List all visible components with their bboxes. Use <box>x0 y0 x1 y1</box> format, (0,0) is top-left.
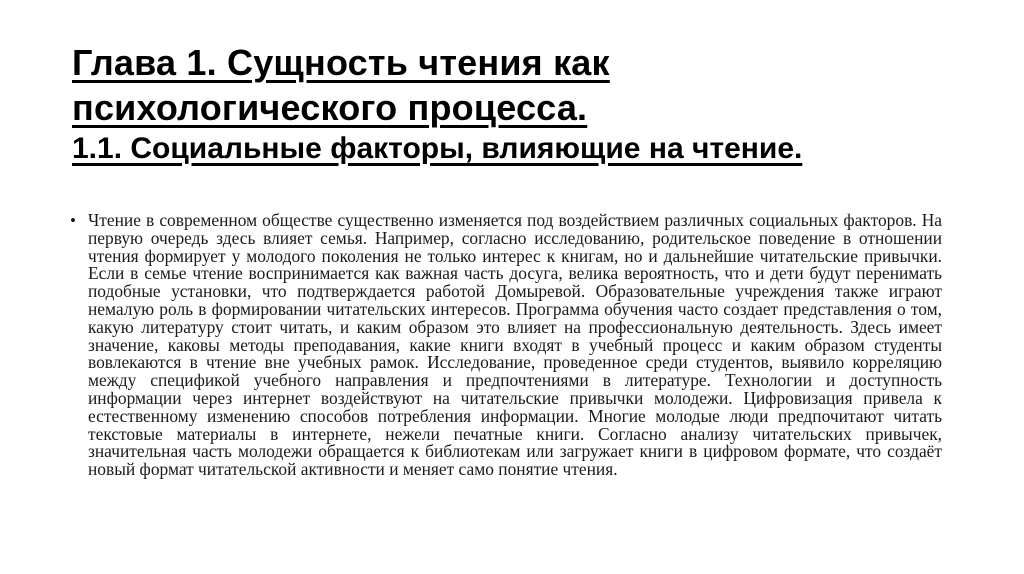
body-paragraph <box>70 212 942 479</box>
bullet-icon: • <box>70 211 76 230</box>
slide-title-line-1: Глава 1. Сущность чтения как <box>72 42 610 83</box>
slide-title-line-2: психологического процесса. <box>72 87 588 128</box>
body-list <box>70 212 942 479</box>
slide-title <box>72 40 972 130</box>
title-block <box>72 40 972 168</box>
paragraph-text: Чтение в современном обществе существенно изменяется под воздействием различных социальных факторов. На первую очередь здесь влияет семья. Например, согласно исследованию, родительское поведение в отношении чтения формирует у молодого поколения не только интерес к книгам, но и дальнейшие читательские привычки. Если в семье чтение воспринимается как важная часть досуга, велика вероятность, что и дети будут перенимать подобные установки, что подтверждается работой Домыревой. Образовательные учреждения также играют немалую роль в формировании читательских интересов. Программа обучения часто создает представления о том, какую литературу стоит читать, и каким образом это влияет на профессиональную деятельность. Здесь имеет значение, каковы методы преподавания, какие книги входят в учебный процесс и каким образом студенты вовлекаются в чтение вне учебных рамок. Исследование, проведенное среди студентов, выявило корреляцию между спецификой учебного направления и предпочтениями в литературе. Технологии и доступность информации через интернет воздействуют на читательские привычки молодежи. Цифровизация привела к естественному изменению способов потребления информации. Многие молодые люди предпочитают читать текстовые материалы в интернете, нежели печатные книги. Согласно анализу читательских привычек, значительная часть молодежи обращается к библиотекам или загружает книги в цифровом формате, что создаёт новый формат читательской активности и меняет само понятие чтения. <box>88 210 942 480</box>
slide-subtitle: 1.1. Социальные факторы, влияющие на чтение. <box>72 132 803 165</box>
